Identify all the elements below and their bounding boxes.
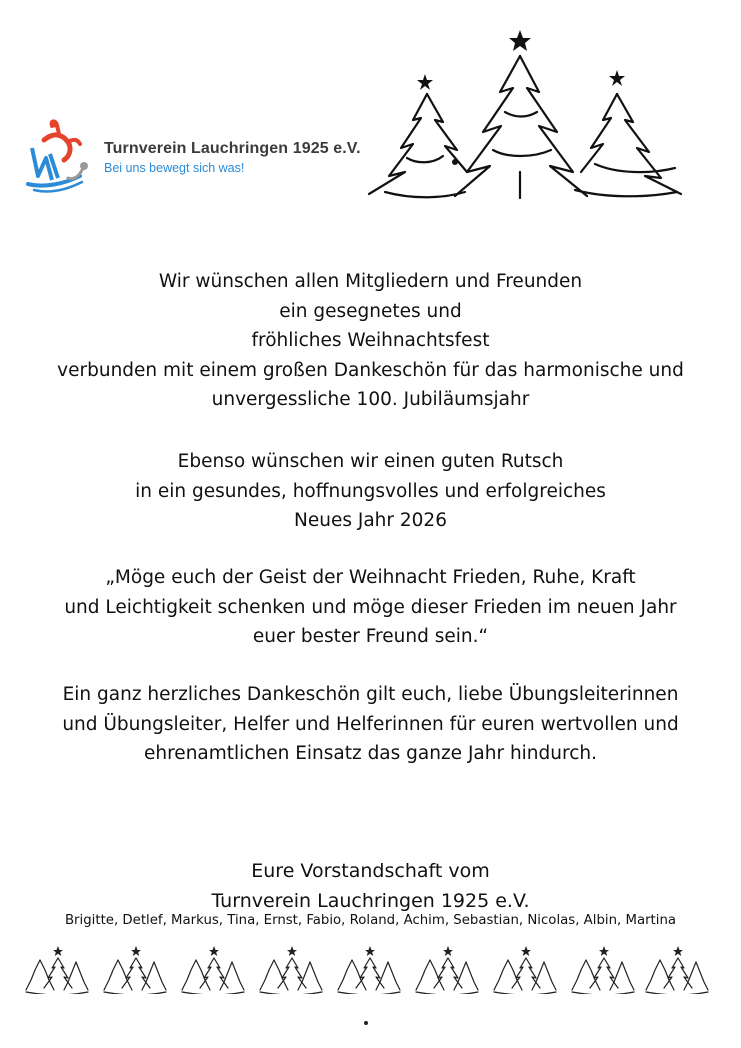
greeting-line: unvergessliche 100. Jubiläumsjahr	[211, 389, 530, 410]
christmas-tree-border-icon	[18, 944, 718, 994]
christmas-trees-icon	[355, 22, 687, 202]
page-dot	[364, 1021, 368, 1025]
greeting-line: fröhliches Weihnachtsfest	[251, 330, 490, 351]
greeting-block	[0, 267, 741, 415]
greeting-line: verbunden mit einem großen Dankeschön für das harmonische und	[57, 359, 684, 381]
club-name: Turnverein Lauchringen 1925 e.V.	[104, 140, 361, 157]
club-logo	[24, 118, 364, 198]
quote-line: „Möge euch der Geist der Weihnacht Frieden, Ruhe, Kraft	[105, 567, 636, 588]
thanks-block	[0, 680, 741, 769]
new-year-line: Neues Jahr 2026	[294, 510, 447, 531]
board-member-names: Brigitte, Detlef, Markus, Tina, Ernst, Fabio, Roland, Achim, Sebastian, Nicolas, Albin, Martina	[64, 913, 677, 928]
quote-line: euer bester Freund sein.“	[252, 626, 489, 647]
signature-line: Eure Vorstandschaft vom	[251, 860, 490, 882]
signature-block	[0, 856, 741, 916]
signature-line: Turnverein Lauchringen 1925 e.V.	[211, 890, 530, 912]
thanks-line: ehrenamtlichen Einsatz das ganze Jahr hindurch.	[144, 743, 597, 764]
club-logo-icon	[24, 118, 98, 196]
quote-block	[0, 563, 741, 652]
thanks-line: Ein ganz herzliches Dankeschön gilt euch, liebe Übungsleiterinnen	[62, 684, 679, 705]
new-year-block	[0, 447, 741, 536]
thanks-line: und Übungsleiter, Helfer und Helferinnen für euren wertvollen und	[62, 713, 679, 735]
quote-line: und Leichtigkeit schenken und möge dieser Frieden im neuen Jahr	[64, 596, 677, 618]
new-year-line: in ein gesundes, hoffnungsvolles und erfolgreiches	[135, 480, 606, 502]
greeting-line: Wir wünschen allen Mitgliedern und Freunden	[158, 271, 583, 292]
new-year-line: Ebenso wünschen wir einen guten Rutsch	[177, 451, 564, 472]
greeting-line: ein gesegnetes und	[279, 300, 462, 322]
club-slogan: Bei uns bewegt sich was!	[104, 161, 245, 175]
